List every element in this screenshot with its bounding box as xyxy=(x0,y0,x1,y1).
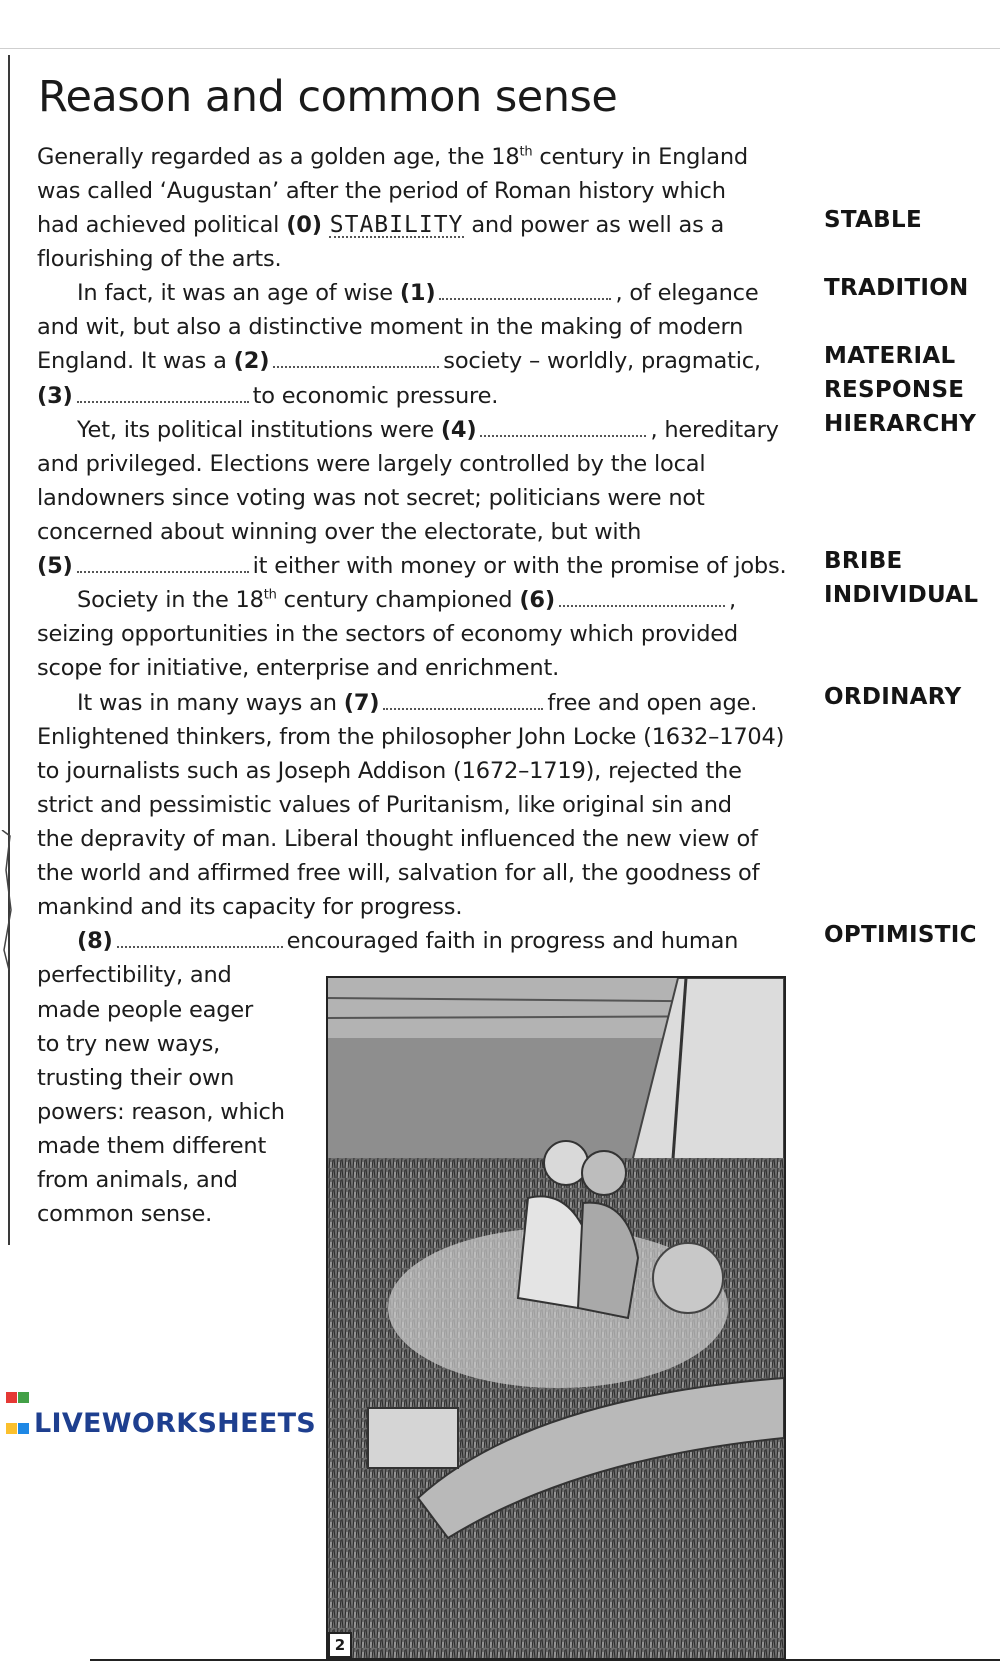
gap-number-2: (2) xyxy=(233,348,270,374)
photo-number: 2 xyxy=(328,1632,352,1658)
text-line: the depravity of man. Liberal thought influenced the new view of xyxy=(37,826,758,852)
gap-1-blank[interactable] xyxy=(439,280,611,300)
brand-name: LIVEWORKSHEETS xyxy=(34,1408,317,1439)
gap-number-0: (0) xyxy=(286,212,322,238)
keyword-ordinary: ORDINARY xyxy=(824,684,962,710)
example-answer: STABILITY xyxy=(329,212,464,238)
keyword-material: MATERIAL xyxy=(824,343,956,369)
text-line: (5) it either with money or with the promise of jobs. xyxy=(37,553,787,579)
keyword-hierarchy: HIERARCHY xyxy=(824,411,977,437)
text-line: to journalists such as Joseph Addison (1672–1719), rejected the xyxy=(37,758,742,784)
text-line: (8) encouraged faith in progress and human xyxy=(77,928,739,954)
text-line: (3) to economic pressure. xyxy=(37,383,499,409)
photo-picnic-scene xyxy=(328,978,784,1658)
text-line: and privileged. Elections were largely controlled by the local xyxy=(37,451,706,477)
gap-number-5: (5) xyxy=(37,553,73,579)
text-line: made them different xyxy=(37,1133,267,1159)
keyword-tradition: TRADITION xyxy=(824,275,969,301)
text-line: scope for initiative, enterprise and enrichment. xyxy=(37,655,560,681)
liveworksheets-logo-icon xyxy=(6,1380,30,1404)
keyword-response: RESPONSE xyxy=(824,377,965,403)
keyword-optimistic: OPTIMISTIC xyxy=(824,922,977,948)
text-line: was called ‘Augustan’ after the period of Roman history which xyxy=(37,178,726,204)
gap-number-1: (1) xyxy=(399,280,436,306)
gap-6-blank[interactable] xyxy=(559,587,725,607)
text-line: Generally regarded as a golden age, the 18th century in England xyxy=(37,144,749,170)
illustration-photo xyxy=(326,976,786,1660)
text-line: Enlightened thinkers, from the philosopher John Locke (1632–1704) xyxy=(37,724,785,750)
gap-number-3: (3) xyxy=(37,383,73,409)
keyword-bribe: BRIBE xyxy=(824,548,903,574)
liveworksheets-logo xyxy=(6,1380,316,1439)
gap-number-7: (7) xyxy=(343,690,380,716)
text-line: and wit, but also a distinctive moment in the making of modern xyxy=(37,314,744,340)
gap-3-blank[interactable] xyxy=(77,383,249,403)
text-line: the world and affirmed free will, salvation for all, the goodness of xyxy=(37,860,760,886)
text-line: strict and pessimistic values of Puritanism, like original sin and xyxy=(37,792,732,818)
page-title: Reason and common sense xyxy=(38,72,618,122)
text-line: from animals, and xyxy=(37,1167,238,1193)
gap-number-4: (4) xyxy=(440,417,477,443)
gap-number-8: (8) xyxy=(77,928,113,954)
text-line: Yet, its political institutions were (4) , hereditary xyxy=(77,417,779,443)
text-line: mankind and its capacity for progress. xyxy=(37,894,463,920)
gap-7-blank[interactable] xyxy=(383,690,543,710)
keyword-individual: INDIVIDUAL xyxy=(824,582,979,608)
text-line: perfectibility, and xyxy=(37,962,232,988)
gap-5-blank[interactable] xyxy=(77,553,249,573)
text-line: Society in the 18th century championed (6) , xyxy=(77,587,736,613)
text-line: concerned about winning over the electorate, but with xyxy=(37,519,642,545)
page-left-edge xyxy=(8,55,10,1245)
torn-edge-decoration xyxy=(0,830,12,970)
page-top-edge xyxy=(0,48,1000,49)
text-line: to try new ways, xyxy=(37,1031,221,1057)
text-line: In fact, it was an age of wise (1) , of elegance xyxy=(77,280,759,306)
text-line: powers: reason, which xyxy=(37,1099,285,1125)
keyword-stable: STABLE xyxy=(824,207,922,233)
text-line: common sense. xyxy=(37,1201,213,1227)
gap-8-blank[interactable] xyxy=(117,928,283,948)
text-line: trusting their own xyxy=(37,1065,235,1091)
gap-number-6: (6) xyxy=(519,587,555,613)
gap-4-blank[interactable] xyxy=(480,417,646,437)
text-line: It was in many ways an (7) free and open age. xyxy=(77,690,758,716)
text-line: seizing opportunities in the sectors of economy which provided xyxy=(37,621,738,647)
text-line: landowners since voting was not secret; politicians were not xyxy=(37,485,705,511)
text-line: England. It was a (2) society – worldly, pragmatic, xyxy=(37,348,761,374)
text-line: flourishing of the arts. xyxy=(37,246,282,272)
gap-2-blank[interactable] xyxy=(273,348,439,368)
text-line: made people eager xyxy=(37,997,254,1023)
text-line: had achieved political (0) STABILITY and power as well as a xyxy=(37,212,725,238)
